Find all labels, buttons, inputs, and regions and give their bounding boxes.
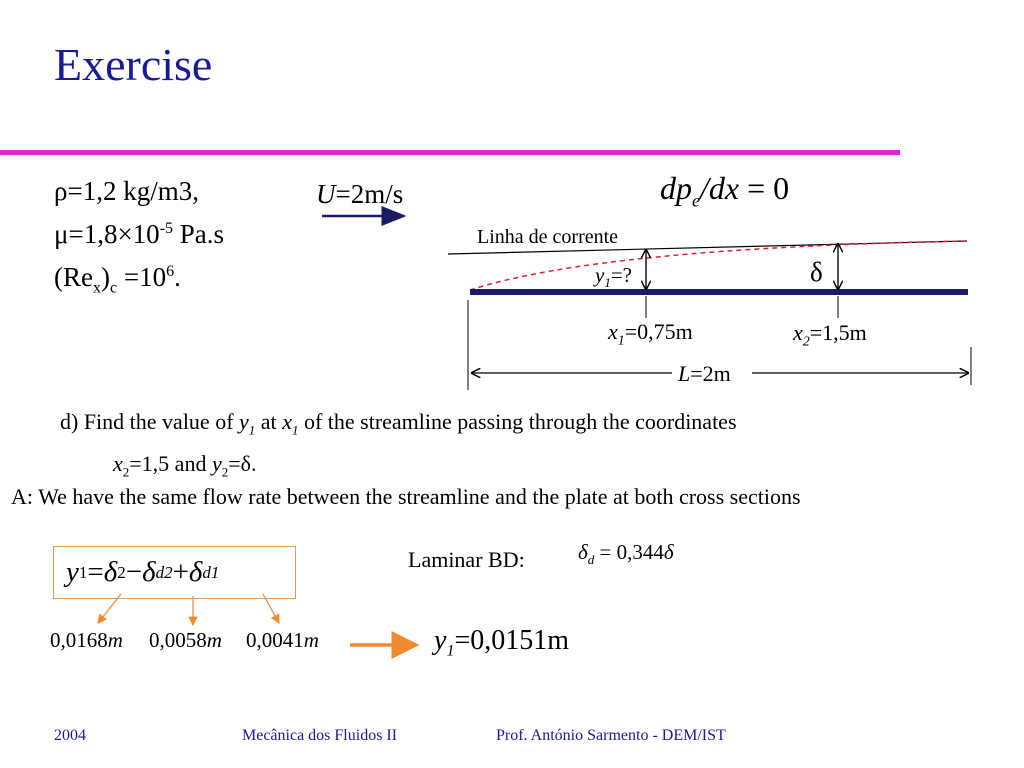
x1-label: $x_1=0,75m$ [608, 319, 693, 349]
footer-course: Mecânica dos Fluidos II [242, 727, 398, 744]
laminar-bd-label: Laminar BD: [408, 547, 525, 572]
value-delta-2: 0,0168m [50, 628, 123, 652]
free-stream-velocity: U=2m/s [316, 179, 404, 209]
displacement-thickness-formula: $\delta_d = 0,344\delta$ [578, 540, 674, 568]
streamline-label: Linha de corrente [477, 226, 619, 248]
plate-length-label: L=2m [674, 361, 735, 387]
result: $y_1=0,0151m$ [434, 625, 570, 660]
pressure-gradient-equation: $dp_e/dx = 0$ [660, 170, 790, 211]
value-delta-d1: 0,0041m [246, 628, 319, 652]
boundary-layer-thickness-label: δ [810, 257, 823, 287]
question-d: d) Find the value of $y_1$ at $x_1$ of the streamline passing through the coordinates $x_2=1,5$ and $y_2=\delta$. [60, 409, 737, 480]
streamline-height-equation: y 1 = δ 2 − δ d2 + δ d1 [53, 546, 296, 599]
critical-reynolds-line: $(Re_x)_c =10^6$. [54, 262, 181, 297]
slide-title: Exercise [54, 39, 213, 90]
density-line: ρ=1,2 kg/m3, [54, 176, 199, 206]
viscosity-line: $\mu=1,8\times 10^{-5}$ Pa.s [54, 219, 225, 249]
value-delta-d2: 0,0058m [149, 628, 222, 652]
footer-author: Prof. António Sarmento - DEM/IST [496, 727, 726, 744]
footer-year: 2004 [54, 727, 86, 744]
answer-text: A: We have the same flow rate between the streamline and the plate at both cross sections [11, 484, 801, 509]
y1-label: $y_1=$? [595, 263, 632, 291]
x2-label: $x_2=1,5m$ [793, 320, 867, 350]
